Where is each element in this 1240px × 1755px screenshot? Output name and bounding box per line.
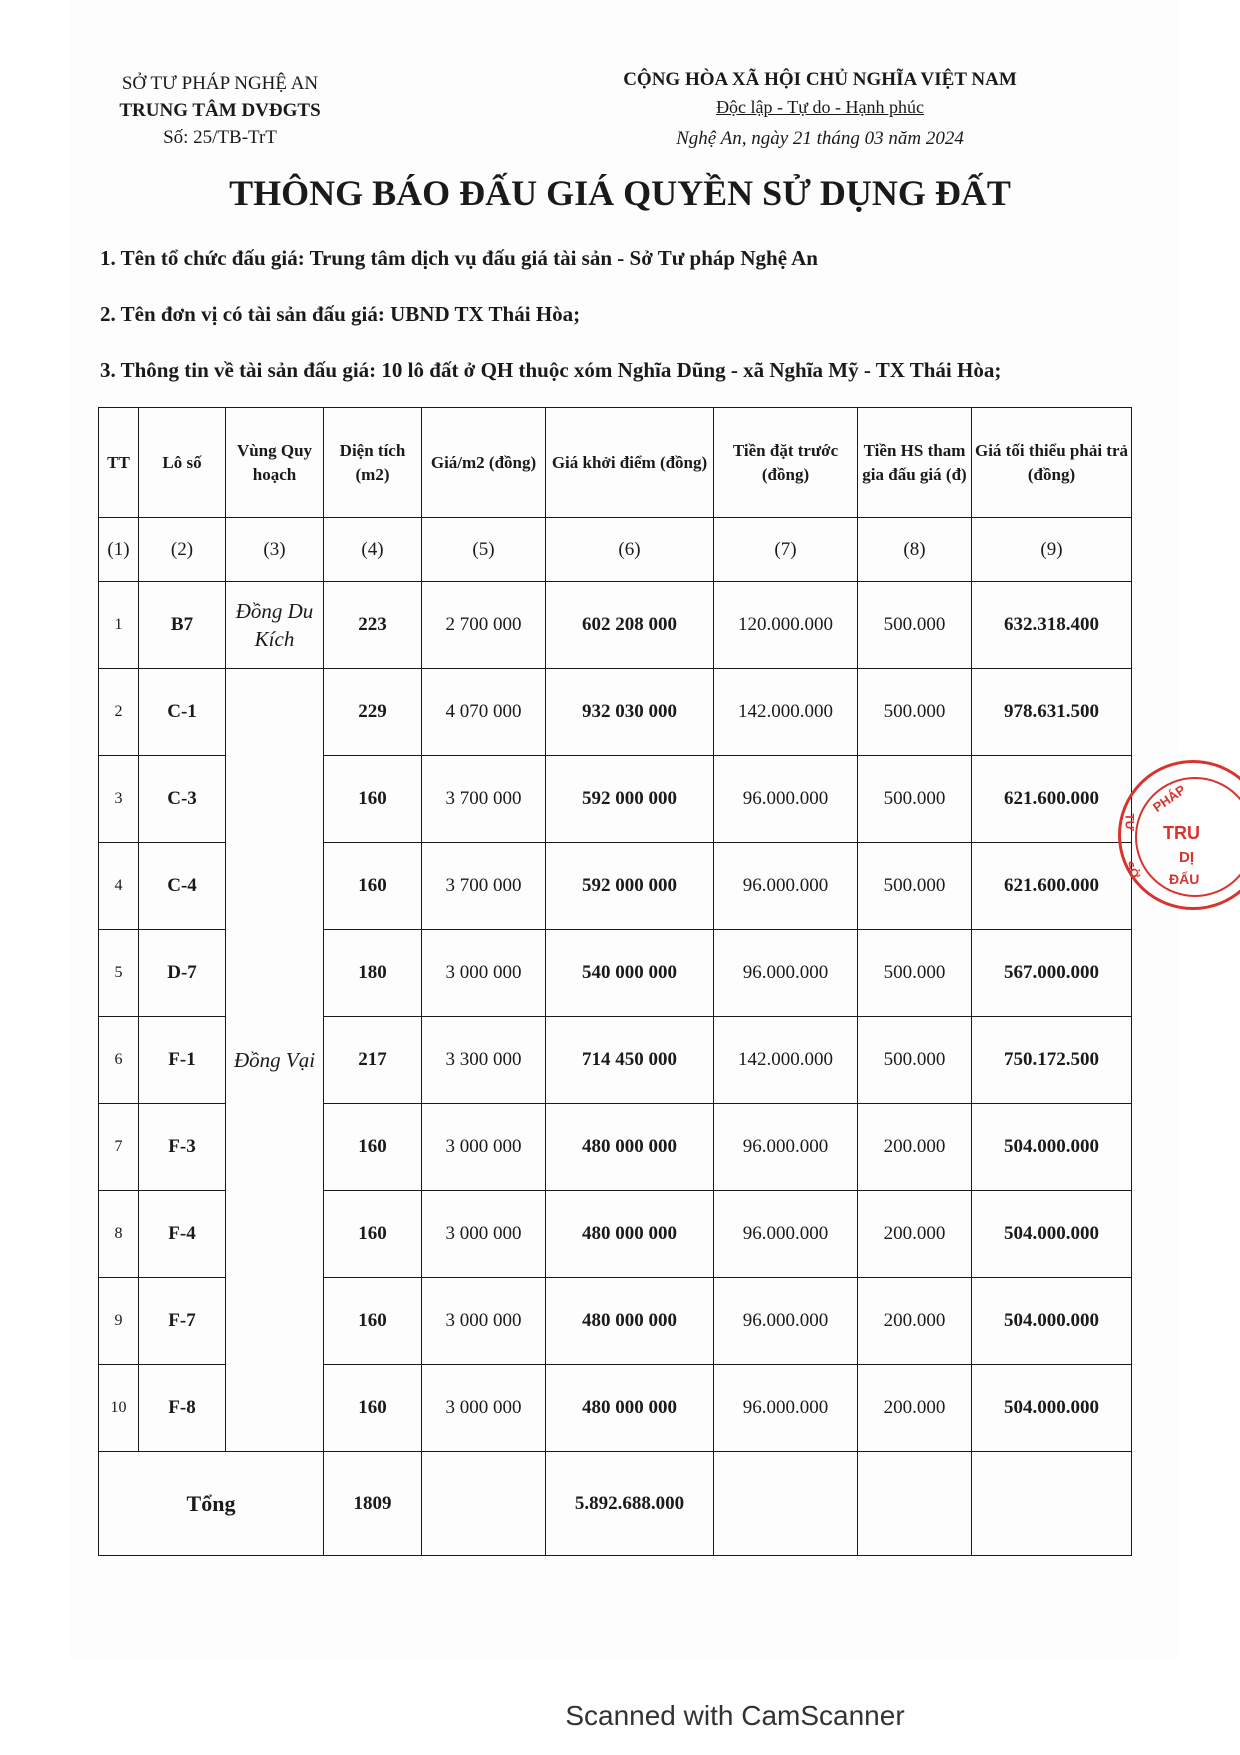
document-number: Số: 25/TB-TrT: [163, 127, 277, 148]
cell-price-m2: 4 070 000: [422, 669, 546, 756]
cell-price-m2: 3 000 000: [422, 1104, 546, 1191]
cell-deposit: 96.000.000: [714, 1104, 858, 1191]
colnum-9: (9): [972, 518, 1132, 582]
colnum-4: (4): [324, 518, 422, 582]
cell-price-m2: 3 000 000: [422, 1365, 546, 1452]
cell-start-price: 480 000 000: [546, 1365, 714, 1452]
cell-start-price: 480 000 000: [546, 1278, 714, 1365]
cell-tt: 3: [99, 756, 139, 843]
cell-zone-dong-vai: Đồng Vại: [226, 669, 324, 1452]
cell-fee: 500.000: [858, 669, 972, 756]
seal-text: PHÁP: [1149, 781, 1189, 816]
cell-tt: 9: [99, 1278, 139, 1365]
cell-start-price: 540 000 000: [546, 930, 714, 1017]
cell-area: 217: [324, 1017, 422, 1104]
colnum-6: (6): [546, 518, 714, 582]
cell-tt: 4: [99, 843, 139, 930]
colnum-3: (3): [226, 518, 324, 582]
cell-min-price: 632.318.400: [972, 582, 1132, 669]
total-empty: [714, 1452, 858, 1556]
colnum-1: (1): [99, 518, 139, 582]
cell-area: 180: [324, 930, 422, 1017]
cell-fee: 500.000: [858, 930, 972, 1017]
colnum-7: (7): [714, 518, 858, 582]
info-line-3: 3. Thông tin về tài sản đấu giá: 10 lô đất ở QH thuộc xóm Nghĩa Dũng - xã Nghĩa Mỹ - TX Thái Hòa;: [100, 358, 1002, 382]
cell-min-price: 621.600.000: [972, 843, 1132, 930]
cell-tt: 7: [99, 1104, 139, 1191]
table-row: [99, 582, 1132, 669]
total-area: 1809: [324, 1452, 422, 1556]
auction-table: [98, 407, 1132, 1556]
colnum-8: (8): [858, 518, 972, 582]
cell-deposit: 120.000.000: [714, 582, 858, 669]
table-header-row: [99, 408, 1132, 518]
cell-min-price: 621.600.000: [972, 756, 1132, 843]
cell-lot: D-7: [139, 930, 226, 1017]
cell-price-m2: 3 300 000: [422, 1017, 546, 1104]
cell-lot: F-7: [139, 1278, 226, 1365]
cell-area: 160: [324, 756, 422, 843]
cell-deposit: 96.000.000: [714, 1365, 858, 1452]
cell-area: 160: [324, 1191, 422, 1278]
cell-tt: 6: [99, 1017, 139, 1104]
column-number-row: [99, 518, 1132, 582]
cell-tt: 8: [99, 1191, 139, 1278]
header-price-m2: Giá/m2 (đồng): [422, 408, 546, 518]
cell-price-m2: 3 000 000: [422, 1278, 546, 1365]
cell-lot: F-8: [139, 1365, 226, 1452]
cell-deposit: 96.000.000: [714, 1191, 858, 1278]
info-line-2: 2. Tên đơn vị có tài sản đấu giá: UBND TX Thái Hòa;: [100, 302, 581, 326]
total-row: [99, 1452, 1132, 1556]
header-lot: Lô số: [139, 408, 226, 518]
cell-lot: F-3: [139, 1104, 226, 1191]
cell-zone-dong-du-kich: Đồng Du Kích: [226, 582, 324, 669]
cell-tt: 10: [99, 1365, 139, 1452]
colnum-2: (2): [139, 518, 226, 582]
cell-min-price: 504.000.000: [972, 1365, 1132, 1452]
cell-area: 160: [324, 1365, 422, 1452]
table-row: [99, 669, 1132, 756]
cell-deposit: 142.000.000: [714, 669, 858, 756]
cell-area: 223: [324, 582, 422, 669]
cell-start-price: 714 450 000: [546, 1017, 714, 1104]
cell-lot: F-4: [139, 1191, 226, 1278]
cell-lot: C-3: [139, 756, 226, 843]
issuer-block: [90, 70, 350, 151]
cell-min-price: 750.172.500: [972, 1017, 1132, 1104]
cell-min-price: 978.631.500: [972, 669, 1132, 756]
cell-area: 160: [324, 843, 422, 930]
seal-text: ĐẤU: [1169, 871, 1200, 887]
seal-text: DỊ: [1179, 849, 1194, 866]
seal-text: SỞ: [1121, 858, 1143, 882]
header-fee: Tiền HS tham gia đấu giá (đ): [858, 408, 972, 518]
header-tt: TT: [99, 408, 139, 518]
header-zone: Vùng Quy hoạch: [226, 408, 324, 518]
cell-fee: 200.000: [858, 1191, 972, 1278]
cell-min-price: 504.000.000: [972, 1278, 1132, 1365]
colnum-5: (5): [422, 518, 546, 582]
cell-fee: 200.000: [858, 1278, 972, 1365]
cell-area: 160: [324, 1278, 422, 1365]
document-title: THÔNG BÁO ĐẤU GIÁ QUYỀN SỬ DỤNG ĐẤT: [229, 173, 1011, 213]
total-empty: [422, 1452, 546, 1556]
cell-start-price: 602 208 000: [546, 582, 714, 669]
header-min-price: Giá tối thiểu phải trả (đồng): [972, 408, 1132, 518]
total-start-price: 5.892.688.000: [546, 1452, 714, 1556]
cell-start-price: 932 030 000: [546, 669, 714, 756]
cell-start-price: 480 000 000: [546, 1191, 714, 1278]
total-empty: [858, 1452, 972, 1556]
seal-text: TRU: [1163, 823, 1200, 843]
cell-tt: 5: [99, 930, 139, 1017]
cell-lot: C-4: [139, 843, 226, 930]
cell-start-price: 592 000 000: [546, 843, 714, 930]
header-start-price: Giá khởi điểm (đồng): [546, 408, 714, 518]
cell-fee: 200.000: [858, 1104, 972, 1191]
cell-deposit: 142.000.000: [714, 1017, 858, 1104]
issuer-center: TRUNG TÂM DVĐGTS: [119, 100, 321, 121]
camscanner-watermark: Scanned with CamScanner: [565, 1700, 905, 1731]
total-label: Tổng: [99, 1452, 324, 1556]
cell-deposit: 96.000.000: [714, 1278, 858, 1365]
cell-fee: 500.000: [858, 756, 972, 843]
issuer-department: SỞ TƯ PHÁP NGHỆ AN: [121, 73, 319, 94]
cell-price-m2: 3 700 000: [422, 843, 546, 930]
total-empty: [972, 1452, 1132, 1556]
header-deposit: Tiền đặt trước (đồng): [714, 408, 858, 518]
cell-price-m2: 3 700 000: [422, 756, 546, 843]
cell-deposit: 96.000.000: [714, 930, 858, 1017]
cell-area: 229: [324, 669, 422, 756]
cell-tt: 1: [99, 582, 139, 669]
cell-area: 160: [324, 1104, 422, 1191]
cell-tt: 2: [99, 669, 139, 756]
national-motto: Độc lập - Tự do - Hạnh phúc: [716, 97, 924, 117]
cell-fee: 500.000: [858, 843, 972, 930]
cell-deposit: 96.000.000: [714, 756, 858, 843]
nation-name: CỘNG HÒA XÃ HỘI CHỦ NGHĨA VIỆT NAM: [623, 69, 1017, 90]
cell-lot: C-1: [139, 669, 226, 756]
cell-min-price: 504.000.000: [972, 1104, 1132, 1191]
cell-lot: F-1: [139, 1017, 226, 1104]
header-area: Diện tích (m2): [324, 408, 422, 518]
cell-lot: B7: [139, 582, 226, 669]
info-line-1: 1. Tên tổ chức đấu giá: Trung tâm dịch vụ đấu giá tài sản - Sở Tư pháp Nghệ An: [100, 246, 818, 270]
seal-text: TƯ: [1122, 813, 1137, 831]
cell-price-m2: 3 000 000: [422, 930, 546, 1017]
cell-start-price: 592 000 000: [546, 756, 714, 843]
cell-price-m2: 3 000 000: [422, 1191, 546, 1278]
cell-start-price: 480 000 000: [546, 1104, 714, 1191]
cell-min-price: 567.000.000: [972, 930, 1132, 1017]
cell-min-price: 504.000.000: [972, 1191, 1132, 1278]
cell-fee: 200.000: [858, 1365, 972, 1452]
cell-deposit: 96.000.000: [714, 843, 858, 930]
cell-price-m2: 2 700 000: [422, 582, 546, 669]
national-header: [560, 66, 1080, 154]
cell-fee: 500.000: [858, 582, 972, 669]
place-date: Nghệ An, ngày 21 tháng 03 năm 2024: [676, 128, 964, 149]
cell-fee: 500.000: [858, 1017, 972, 1104]
